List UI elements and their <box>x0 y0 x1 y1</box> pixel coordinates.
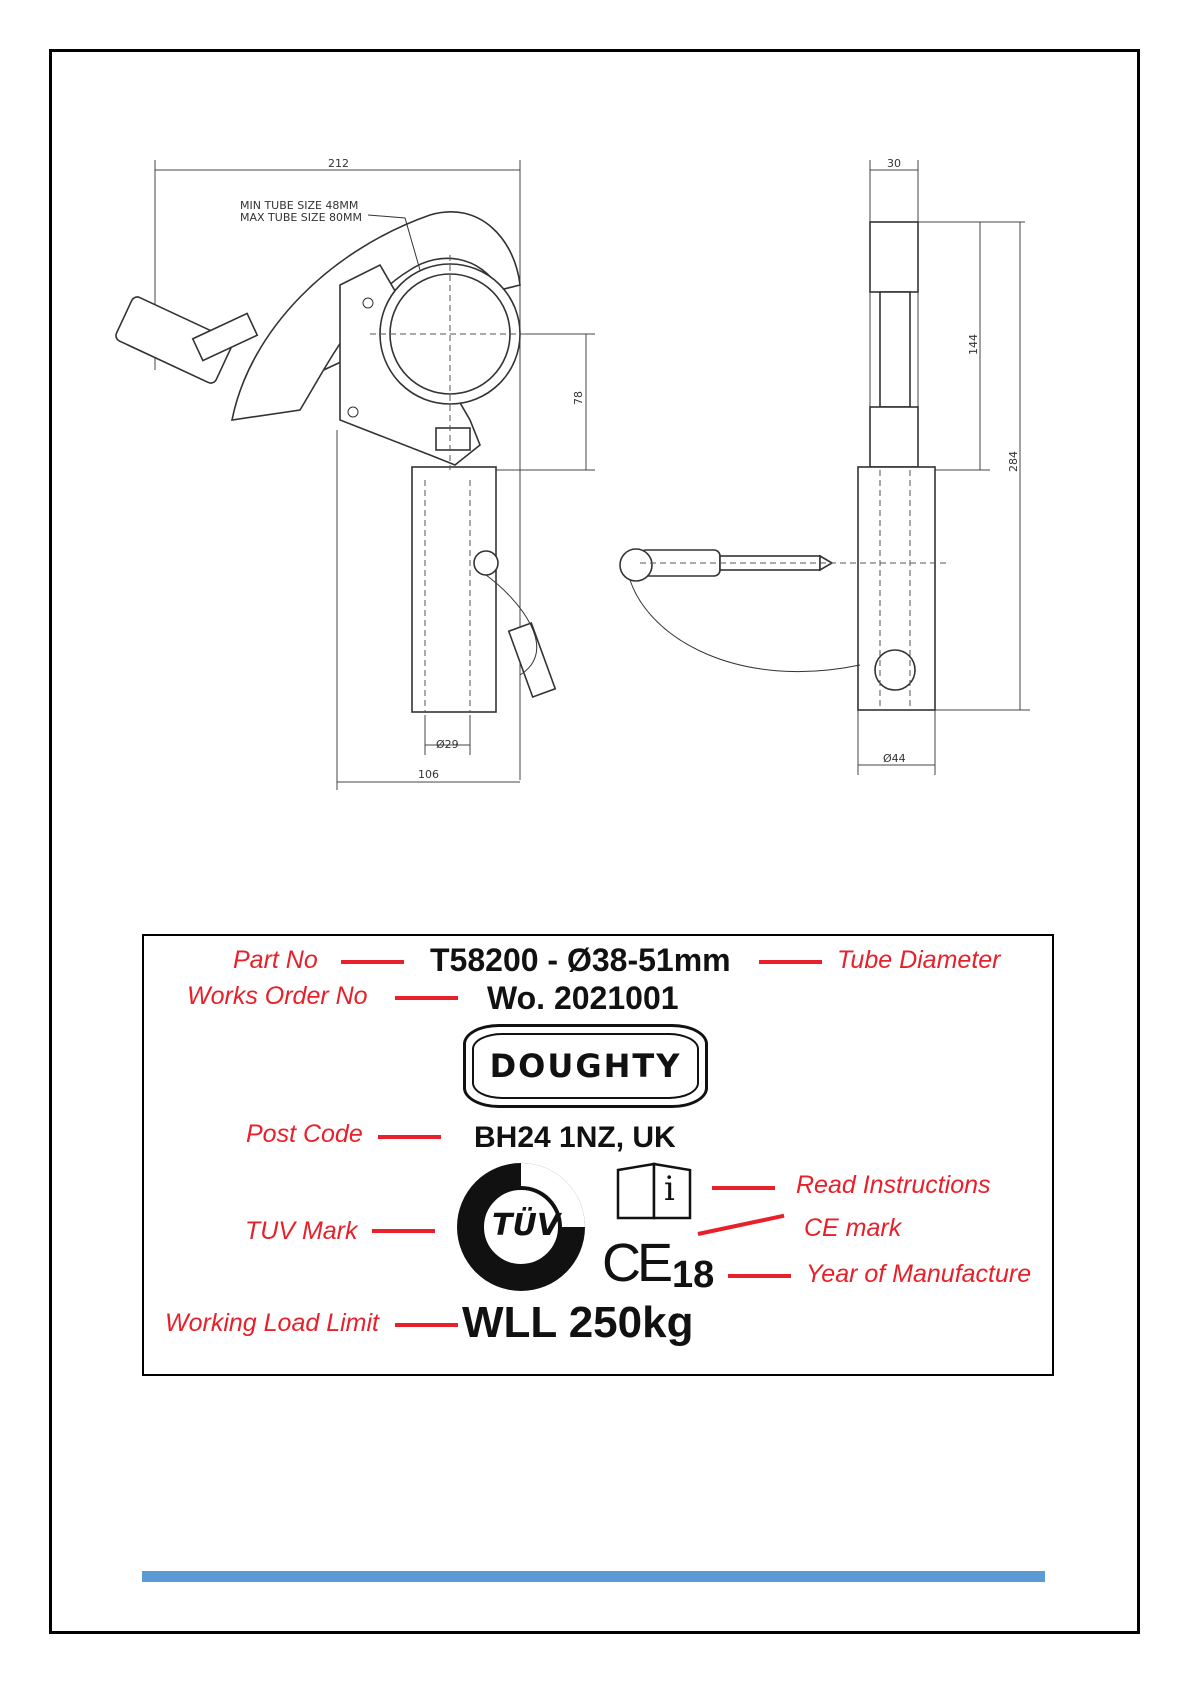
leader-year-of-manufacture <box>728 1274 791 1278</box>
callout-read-instructions: Read Instructions <box>796 1171 991 1199</box>
tube-note-max: MAX TUBE SIZE 80MM <box>240 211 362 224</box>
dim-overall-width: 212 <box>328 157 349 170</box>
dim-clamp-height: 144 <box>967 334 980 355</box>
ce-mark-glyph: CE <box>602 1233 670 1293</box>
leader-tuv-mark <box>372 1229 435 1233</box>
callout-working-load-limit: Working Load Limit <box>165 1309 379 1337</box>
leader-working-load-limit <box>395 1323 458 1327</box>
callout-works-order: Works Order No <box>187 982 368 1010</box>
dim-spigot-offset: 106 <box>418 768 439 781</box>
tuv-logo-text: TÜV <box>492 1208 561 1243</box>
post-code-value: BH24 1NZ, UK <box>474 1121 676 1154</box>
ce-year: 18 <box>672 1254 715 1296</box>
dim-overall-height: 284 <box>1007 451 1020 472</box>
leader-post-code <box>378 1135 441 1139</box>
callout-post-code: Post Code <box>246 1120 363 1148</box>
tube-note-min: MIN TUBE SIZE 48MM <box>240 199 359 212</box>
part-no-value: T58200 - Ø38-51mm <box>430 942 731 978</box>
doughty-logo <box>463 1024 708 1108</box>
callout-part-no: Part No <box>233 946 318 974</box>
callout-tuv-mark: TUV Mark <box>245 1217 358 1245</box>
footer-rule <box>142 1571 1045 1582</box>
dim-side-dia: Ø44 <box>883 752 906 765</box>
dim-tube-to-spigot: 78 <box>572 391 585 405</box>
leader-tube-diameter <box>759 960 822 964</box>
works-order-value: Wo. 2021001 <box>487 980 679 1016</box>
leader-part-no <box>341 960 404 964</box>
info-glyph: i <box>664 1169 675 1209</box>
doughty-logo-text: DOUGHTY <box>489 1047 682 1085</box>
wll-value: WLL 250kg <box>462 1298 694 1347</box>
dim-spigot-dia: Ø29 <box>436 738 459 751</box>
callout-year-of-manufacture: Year of Manufacture <box>806 1260 1032 1288</box>
dim-side-width: 30 <box>887 157 901 170</box>
read-instructions-icon <box>614 1160 694 1222</box>
leader-read-instructions <box>712 1186 775 1190</box>
leader-works-order <box>395 996 458 1000</box>
callout-ce-mark: CE mark <box>804 1214 902 1242</box>
callout-tube-diameter: Tube Diameter <box>837 946 1001 974</box>
